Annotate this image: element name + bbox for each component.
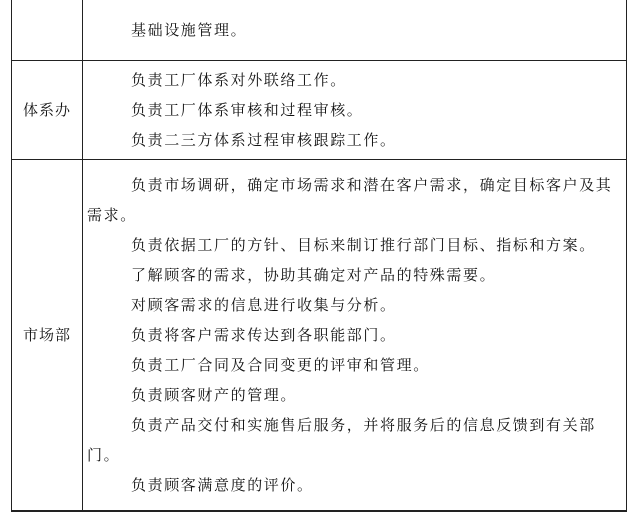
duty-line: 负责市场调研，确定市场需求和潜在客户需求，确定目标客户及其需求。: [87, 175, 613, 224]
table-row: [12, 0, 627, 60]
duty-line: 负责顾客满意度的评价。: [131, 475, 314, 494]
duties-cell: [83, 159, 627, 511]
department-cell: 市场部: [12, 159, 83, 511]
duty-line: 负责二三方体系过程审核跟踪工作。: [131, 130, 397, 149]
department-cell: 体系办: [12, 60, 83, 159]
duty-line: 负责将客户需求传达到各职能部门。: [131, 325, 397, 344]
duty-line: 基础设施管理。: [131, 20, 248, 39]
duty-line: 负责产品交付和实施售后服务，并将服务后的信息反馈到有关部门。: [87, 415, 596, 464]
duty-line: 了解顾客的需求，协助其确定对产品的特殊需要。: [131, 265, 497, 284]
duty-line: 负责工厂体系对外联络工作。: [131, 70, 347, 89]
responsibility-table: [11, 0, 627, 512]
duty-line: 负责顾客财产的管理。: [131, 385, 298, 404]
duty-line: 负责依据工厂的方针、目标来制订推行部门目标、指标和方案。: [131, 235, 596, 254]
duty-line: 负责工厂合同及合同变更的评审和管理。: [131, 355, 430, 374]
duties-cell: [83, 60, 627, 159]
table-row: [12, 60, 627, 159]
duty-line: 对顾客需求的信息进行收集与分析。: [131, 295, 397, 314]
department-cell: [12, 0, 83, 60]
duty-line: 负责工厂体系审核和过程审核。: [131, 100, 364, 119]
table-row: [12, 159, 627, 511]
duties-cell: [83, 0, 627, 60]
